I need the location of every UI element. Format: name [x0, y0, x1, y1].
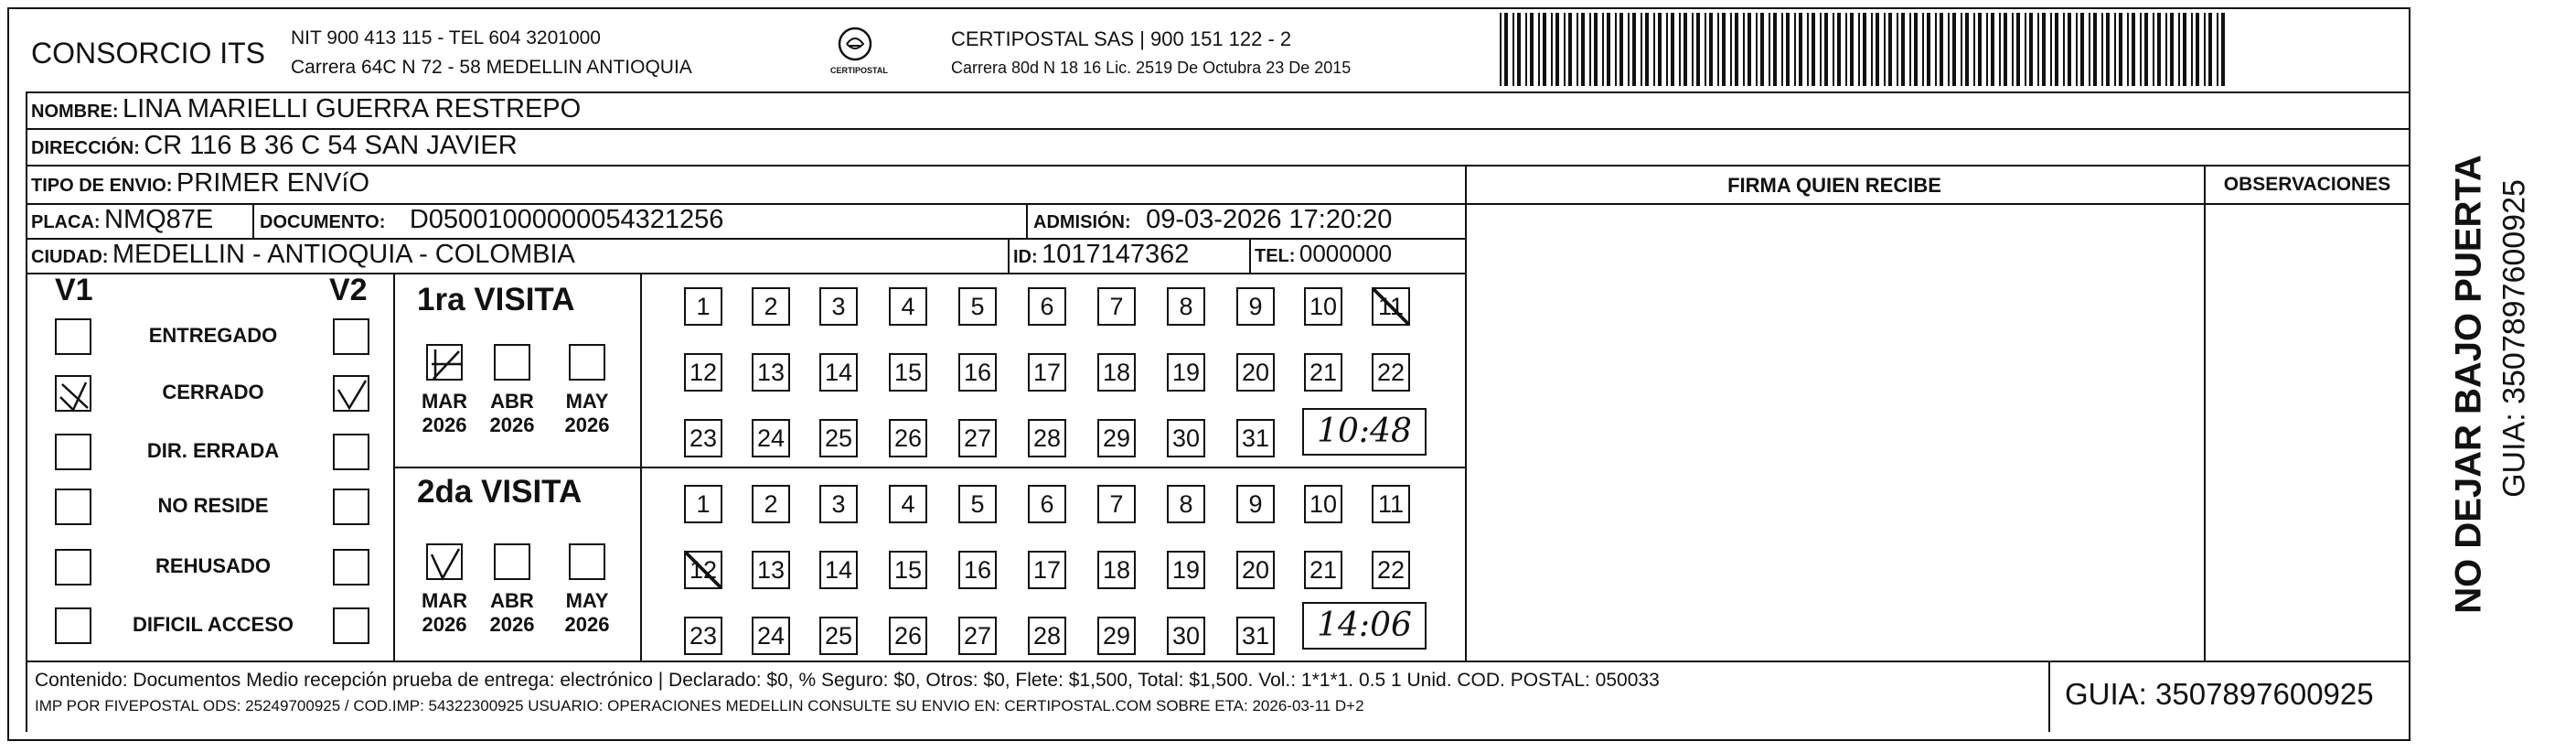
barcode-bar — [1858, 13, 1860, 86]
v1-checkbox[interactable] — [55, 434, 91, 470]
observaciones-header: OBSERVACIONES — [2223, 174, 2391, 195]
v2-label: V2 — [329, 273, 368, 307]
ciudad-cell — [31, 240, 575, 270]
month-checkbox[interactable] — [494, 344, 530, 381]
barcode-bar — [2080, 13, 2084, 86]
barcode-bar — [2196, 13, 2199, 86]
barcode-bar — [2170, 13, 2174, 86]
no-dejar-bajo-puerta: NO DEJAR BAJO PUERTA — [2448, 155, 2489, 614]
v2-checkbox[interactable] — [333, 318, 369, 355]
day-box[interactable]: 1 — [684, 287, 722, 326]
month-name: ABR — [490, 589, 534, 612]
barcode-bar — [2093, 13, 2097, 86]
barcode-bar — [1773, 13, 1777, 86]
barcode-bar — [1986, 13, 1988, 86]
barcode-bar — [2144, 13, 2148, 86]
id-label: ID: — [1013, 247, 1038, 267]
documento-cell — [260, 205, 723, 235]
day-box[interactable]: 23 — [684, 419, 722, 457]
barcode-bar — [1602, 13, 1604, 86]
barcode-bar — [1961, 13, 1962, 86]
barcode-bar — [2204, 13, 2206, 86]
barcode-bar — [1504, 13, 1508, 86]
day-box[interactable]: 10 — [1304, 485, 1342, 523]
day-box[interactable]: 25 — [819, 419, 858, 457]
v2-checkbox[interactable] — [333, 434, 369, 470]
admision-cell — [1033, 205, 1392, 235]
barcode-bar — [2063, 13, 2065, 86]
barcode-bar — [1658, 13, 1662, 86]
barcode-bar — [1589, 13, 1591, 86]
visita1-title: 1ra VISITA — [417, 282, 575, 317]
barcode-bar — [2119, 13, 2122, 86]
month-label — [485, 589, 540, 637]
barcode-bar — [2055, 13, 2058, 86]
barcode-bar — [1876, 13, 1879, 86]
day-box[interactable]: 2 — [752, 287, 790, 326]
barcode-bar — [1551, 13, 1553, 86]
barcode-bar — [2037, 13, 2039, 86]
barcode-bar — [2178, 13, 2180, 86]
barcode-bar — [1884, 13, 1886, 86]
barcode-bar — [1940, 13, 1943, 86]
day-box[interactable]: 29 — [1097, 617, 1136, 655]
barcode-bar — [1794, 13, 1796, 86]
barcode-bar — [2140, 13, 2142, 86]
documento-label: DOCUMENTO: — [260, 212, 386, 232]
barcode-bar — [2153, 13, 2154, 86]
row-line — [26, 165, 2410, 167]
barcode-bar — [2165, 13, 2167, 86]
barcode-bar — [1641, 13, 1642, 86]
id-value: 1017147362 — [1042, 240, 1190, 269]
barcode-bar — [1543, 13, 1546, 86]
barcode-bar — [1730, 13, 1732, 86]
month-name: MAR — [421, 390, 468, 413]
barcode-bar — [1564, 13, 1566, 86]
day-box[interactable]: 3 — [819, 485, 858, 523]
v2-checkbox[interactable] — [333, 489, 369, 525]
status-option-label: DIR. ERRADA — [146, 439, 280, 462]
v1-checkbox[interactable] — [55, 549, 91, 585]
barcode-bar — [1512, 13, 1514, 86]
barcode-bar — [1607, 13, 1610, 86]
month-label — [560, 589, 615, 637]
direccion-row — [31, 131, 518, 161]
tel-value: 0000000 — [1299, 240, 1393, 267]
day-box[interactable]: 18 — [1097, 551, 1136, 589]
day-box[interactable]: 12 — [684, 551, 722, 589]
barcode — [1500, 13, 2231, 86]
day-box[interactable]: 19 — [1167, 353, 1205, 392]
barcode-bar — [1812, 13, 1815, 86]
day-box[interactable]: 17 — [1028, 353, 1066, 392]
row-line — [26, 273, 1467, 274]
day-box[interactable]: 14 — [819, 353, 858, 392]
barcode-bar — [1888, 13, 1892, 86]
day-box[interactable]: 6 — [1028, 287, 1066, 326]
barcode-bar — [2191, 13, 2193, 86]
day-box[interactable]: 13 — [752, 551, 790, 589]
month-year: 2026 — [489, 414, 535, 436]
barcode-bar — [1594, 13, 1598, 86]
barcode-bar — [1628, 13, 1630, 86]
placa-value: NMQ87E — [104, 205, 214, 234]
barcode-bar — [1577, 13, 1578, 86]
month-name: MAR — [421, 589, 468, 612]
barcode-bar — [1525, 13, 1527, 86]
month-checkbox[interactable] — [569, 344, 605, 381]
day-box[interactable]: 5 — [958, 287, 997, 326]
ciudad-label: CIUDAD: — [31, 247, 109, 267]
month-year: 2026 — [564, 613, 610, 636]
month-checkbox[interactable] — [426, 543, 463, 580]
month-label — [485, 390, 540, 437]
barcode-bar — [1781, 13, 1783, 86]
barcode-bar — [1991, 13, 1994, 86]
day-box[interactable]: 22 — [1372, 353, 1410, 392]
barcode-bar — [2016, 13, 2020, 86]
barcode-bar — [1581, 13, 1585, 86]
day-box[interactable]: 30 — [1167, 419, 1205, 457]
barcode-bar — [1837, 13, 1841, 86]
admision-label: ADMISIÓN: — [1033, 212, 1131, 232]
barcode-bar — [1615, 13, 1617, 86]
barcode-bar — [1568, 13, 1572, 86]
barcode-bar — [1824, 13, 1828, 86]
footer-guia: GUIA: 3507897600925 — [2065, 677, 2374, 711]
right-border — [2409, 91, 2410, 732]
cell-divider — [1249, 238, 1251, 273]
day-box[interactable]: 10 — [1304, 287, 1342, 326]
cell-divider — [1026, 203, 1028, 238]
documento-value: D05001000000054321256 — [409, 205, 724, 234]
day-box[interactable]: 28 — [1028, 419, 1066, 457]
day-box[interactable]: 12 — [684, 353, 722, 392]
barcode-bar — [1769, 13, 1770, 86]
placa-cell — [31, 205, 213, 235]
admision-value: 09-03-2026 17:20:20 — [1146, 205, 1393, 234]
month-label — [417, 390, 472, 437]
day-box[interactable]: 11 — [1372, 485, 1410, 523]
tipo-label: TIPO DE ENVIO: — [31, 176, 173, 196]
barcode-bar — [1863, 13, 1866, 86]
v2-checkbox[interactable] — [333, 375, 369, 412]
barcode-bar — [1500, 13, 1502, 86]
day-box[interactable]: 3 — [819, 287, 858, 326]
visita1-time: 10:48 — [1317, 413, 1412, 450]
month-year: 2026 — [422, 414, 467, 436]
barcode-bar — [1820, 13, 1822, 86]
barcode-bar — [2157, 13, 2161, 86]
tel-label: TEL: — [1255, 246, 1296, 266]
barcode-bar — [1679, 13, 1681, 86]
month-checkbox[interactable] — [426, 344, 463, 381]
barcode-bar — [1709, 13, 1713, 86]
id-cell — [1013, 240, 1189, 270]
day-box[interactable]: 7 — [1097, 287, 1136, 326]
barcode-bar — [1722, 13, 1726, 86]
columns-header-line — [1465, 203, 2410, 205]
nombre-value: LINA MARIELLI GUERRA RESTREPO — [123, 94, 582, 124]
barcode-bar — [1538, 13, 1540, 86]
barcode-bar — [1555, 13, 1559, 86]
barcode-bar — [2076, 13, 2078, 86]
day-box[interactable]: 21 — [1304, 353, 1342, 392]
barcode-bar — [1683, 13, 1687, 86]
day-box[interactable]: 8 — [1167, 485, 1205, 523]
firma-header: FIRMA QUIEN RECIBE — [1727, 174, 1941, 197]
v2-checkbox[interactable] — [333, 549, 369, 585]
barcode-bar — [2127, 13, 2129, 86]
barcode-bar — [1935, 13, 1937, 86]
status-option-label: REHUSADO — [155, 554, 271, 577]
barcode-bar — [1909, 13, 1911, 86]
month-year: 2026 — [564, 414, 610, 436]
barcode-bar — [1927, 13, 1930, 86]
v1-checkbox[interactable] — [55, 489, 91, 525]
barcode-bar — [1671, 13, 1674, 86]
barcode-bar — [1952, 13, 1956, 86]
day-box[interactable]: 31 — [1236, 419, 1275, 457]
day-box[interactable]: 7 — [1097, 485, 1136, 523]
barcode-bar — [1871, 13, 1873, 86]
obs-left-border — [2204, 165, 2206, 661]
barcode-bar — [1897, 13, 1898, 86]
month-year: 2026 — [489, 613, 535, 636]
month-label — [417, 589, 472, 637]
v1-checkbox[interactable] — [55, 607, 91, 644]
company-name: CONSORCIO ITS — [31, 37, 266, 70]
barcode-bar — [2025, 13, 2026, 86]
barcode-bar — [2217, 13, 2218, 86]
status-option-label: NO RESIDE — [157, 494, 269, 517]
certipostal-logo-icon — [834, 26, 876, 68]
barcode-bar — [1705, 13, 1706, 86]
barcode-bar — [1850, 13, 1854, 86]
month-checkbox[interactable] — [494, 543, 530, 580]
firma-left-border — [1465, 165, 1467, 661]
barcode-bar — [1833, 13, 1834, 86]
month-label — [560, 390, 615, 437]
visita2-time-box — [1302, 602, 1427, 650]
tel-cell — [1255, 240, 1392, 268]
day-box[interactable]: 14 — [819, 551, 858, 589]
status-option-label: CERRADO — [162, 381, 264, 403]
v1-checkbox[interactable] — [55, 375, 91, 412]
day-box[interactable]: 30 — [1167, 617, 1205, 655]
tipo-value: PRIMER ENVíO — [176, 168, 370, 198]
nombre-label: NOMBRE: — [31, 102, 119, 122]
day-box[interactable]: 11 — [1372, 287, 1410, 326]
visita2-time: 14:06 — [1317, 607, 1412, 644]
footer-divider — [2048, 661, 2050, 732]
month-checkbox[interactable] — [569, 543, 605, 580]
day-box[interactable]: 9 — [1236, 287, 1275, 326]
day-box[interactable]: 26 — [889, 617, 927, 655]
day-box[interactable]: 19 — [1167, 551, 1205, 589]
barcode-bar — [2050, 13, 2052, 86]
barcode-bar — [1696, 13, 1700, 86]
left-border — [26, 91, 27, 732]
day-box[interactable]: 8 — [1167, 287, 1205, 326]
day-box[interactable]: 18 — [1097, 353, 1136, 392]
day-box[interactable]: 1 — [684, 485, 722, 523]
barcode-bar — [1645, 13, 1649, 86]
direccion-label: DIRECCIÓN: — [31, 138, 140, 158]
logo-text: CERTIPOSTAL — [830, 66, 888, 75]
company-nit: NIT 900 413 115 - TEL 604 3201000 — [291, 27, 601, 48]
placa-label: PLACA: — [31, 212, 101, 232]
day-box[interactable]: 4 — [889, 287, 927, 326]
day-box[interactable]: 23 — [684, 617, 722, 655]
month-name: MAY — [565, 390, 609, 413]
v1-label: V1 — [55, 273, 93, 307]
barcode-bar — [1743, 13, 1745, 86]
barcode-bar — [1922, 13, 1924, 86]
day-box[interactable]: 4 — [889, 485, 927, 523]
day-box[interactable]: 9 — [1236, 485, 1275, 523]
ciudad-value: MEDELLIN - ANTIOQUIA - COLOMBIA — [112, 240, 575, 269]
day-box[interactable]: 22 — [1372, 551, 1410, 589]
day-box[interactable]: 27 — [958, 419, 997, 457]
footer-imp: IMP POR FIVEPOSTAL ODS: 25249700925 / COD.IMP: 54322300925 USUARIO: OPERACIONES MEDELLIN CONSULTE SU ENVIO EN: CERTIPOSTAL.COM SOBRE ETA: 2026-03-11 D+2 — [35, 697, 1364, 714]
day-box[interactable]: 20 — [1236, 353, 1275, 392]
footer-contenido: Contenido: Documentos Medio recepción prueba de entrega: electrónico | Declarado: $0, % Seguro: $0, Otros: $0, Flete: $1,500, Total: $1,500. Vol.: 1*1*1. 0.5 1 Unid. COD. POSTAL: 050033 — [35, 670, 1660, 691]
barcode-bar — [1901, 13, 1905, 86]
barcode-bar — [1632, 13, 1636, 86]
day-box[interactable]: 31 — [1236, 617, 1275, 655]
barcode-bar — [1530, 13, 1534, 86]
barcode-bar — [2042, 13, 2046, 86]
barcode-bar — [1748, 13, 1751, 86]
barcode-bar — [2132, 13, 2135, 86]
status-option-label: ENTREGADO — [148, 324, 278, 347]
day-box[interactable]: 28 — [1028, 617, 1066, 655]
visita1-time-box — [1302, 408, 1427, 456]
barcode-bar — [1807, 13, 1809, 86]
barcode-bar — [2106, 13, 2110, 86]
day-box[interactable]: 29 — [1097, 419, 1136, 457]
day-box[interactable]: 26 — [889, 419, 927, 457]
barcode-bar — [1717, 13, 1719, 86]
visita-divider — [393, 467, 1467, 468]
day-box[interactable]: 16 — [958, 551, 997, 589]
barcode-bar — [1845, 13, 1847, 86]
day-box[interactable]: 24 — [752, 419, 790, 457]
month-year: 2026 — [422, 613, 467, 636]
carrier-address: Carrera 80d N 18 16 Lic. 2519 De Octubra 23 De 2015 — [951, 59, 1352, 77]
barcode-bar — [1653, 13, 1655, 86]
v2-checkbox[interactable] — [333, 607, 369, 644]
footer-line — [26, 661, 2410, 662]
barcode-bar — [1914, 13, 1918, 86]
month-name: ABR — [490, 390, 534, 413]
barcode-bar — [2183, 13, 2186, 86]
barcode-bar — [1760, 13, 1764, 86]
barcode-bar — [1978, 13, 1982, 86]
barcode-bar — [1948, 13, 1950, 86]
month-name: MAY — [565, 589, 609, 612]
barcode-bar — [1692, 13, 1694, 86]
barcode-bar — [1735, 13, 1738, 86]
header-divider — [26, 91, 2410, 93]
day-box[interactable]: 16 — [958, 353, 997, 392]
barcode-bar — [2029, 13, 2033, 86]
tipo-row — [31, 168, 369, 199]
barcode-bar — [1756, 13, 1758, 86]
barcode-bar — [2101, 13, 2103, 86]
day-box[interactable]: 27 — [958, 617, 997, 655]
visita2-title: 2da VISITA — [417, 474, 583, 510]
barcode-bar — [2089, 13, 2090, 86]
cell-divider — [1008, 238, 1010, 273]
barcode-bar — [2114, 13, 2116, 86]
barcode-bar — [1973, 13, 1975, 86]
day-box[interactable]: 2 — [752, 485, 790, 523]
day-box[interactable]: 13 — [752, 353, 790, 392]
day-box[interactable]: 6 — [1028, 485, 1066, 523]
day-box[interactable]: 17 — [1028, 551, 1066, 589]
barcode-bar — [1517, 13, 1521, 86]
day-box[interactable]: 24 — [752, 617, 790, 655]
cell-divider — [252, 203, 254, 238]
barcode-bar — [2004, 13, 2007, 86]
day-box[interactable]: 21 — [1304, 551, 1342, 589]
barcode-bar — [1666, 13, 1668, 86]
barcode-bar — [1799, 13, 1802, 86]
side-guia: GUIA: 3507897600925 — [2496, 179, 2532, 498]
day-box[interactable]: 15 — [889, 353, 927, 392]
barcode-bar — [2208, 13, 2212, 86]
status-option-label: DIFICIL ACCESO — [132, 613, 294, 636]
row-line — [26, 128, 2410, 130]
barcode-bar — [1965, 13, 1969, 86]
carrier-name: CERTIPOSTAL SAS | 900 151 122 - 2 — [951, 27, 1292, 50]
day-box[interactable]: 25 — [819, 617, 858, 655]
barcode-bar — [2012, 13, 2014, 86]
day-box[interactable]: 20 — [1236, 551, 1275, 589]
barcode-bar — [1999, 13, 2001, 86]
barcode-bar — [1619, 13, 1623, 86]
nombre-row — [31, 94, 581, 124]
barcode-bar — [2221, 13, 2225, 86]
barcode-bar — [2068, 13, 2071, 86]
v1-checkbox[interactable] — [55, 318, 91, 355]
direccion-value: CR 116 B 36 C 54 SAN JAVIER — [144, 131, 518, 160]
company-address: Carrera 64C N 72 - 58 MEDELLIN ANTIOQUIA — [291, 57, 692, 78]
day-box[interactable]: 15 — [889, 551, 927, 589]
barcode-bar — [1786, 13, 1790, 86]
day-box[interactable]: 5 — [958, 485, 997, 523]
